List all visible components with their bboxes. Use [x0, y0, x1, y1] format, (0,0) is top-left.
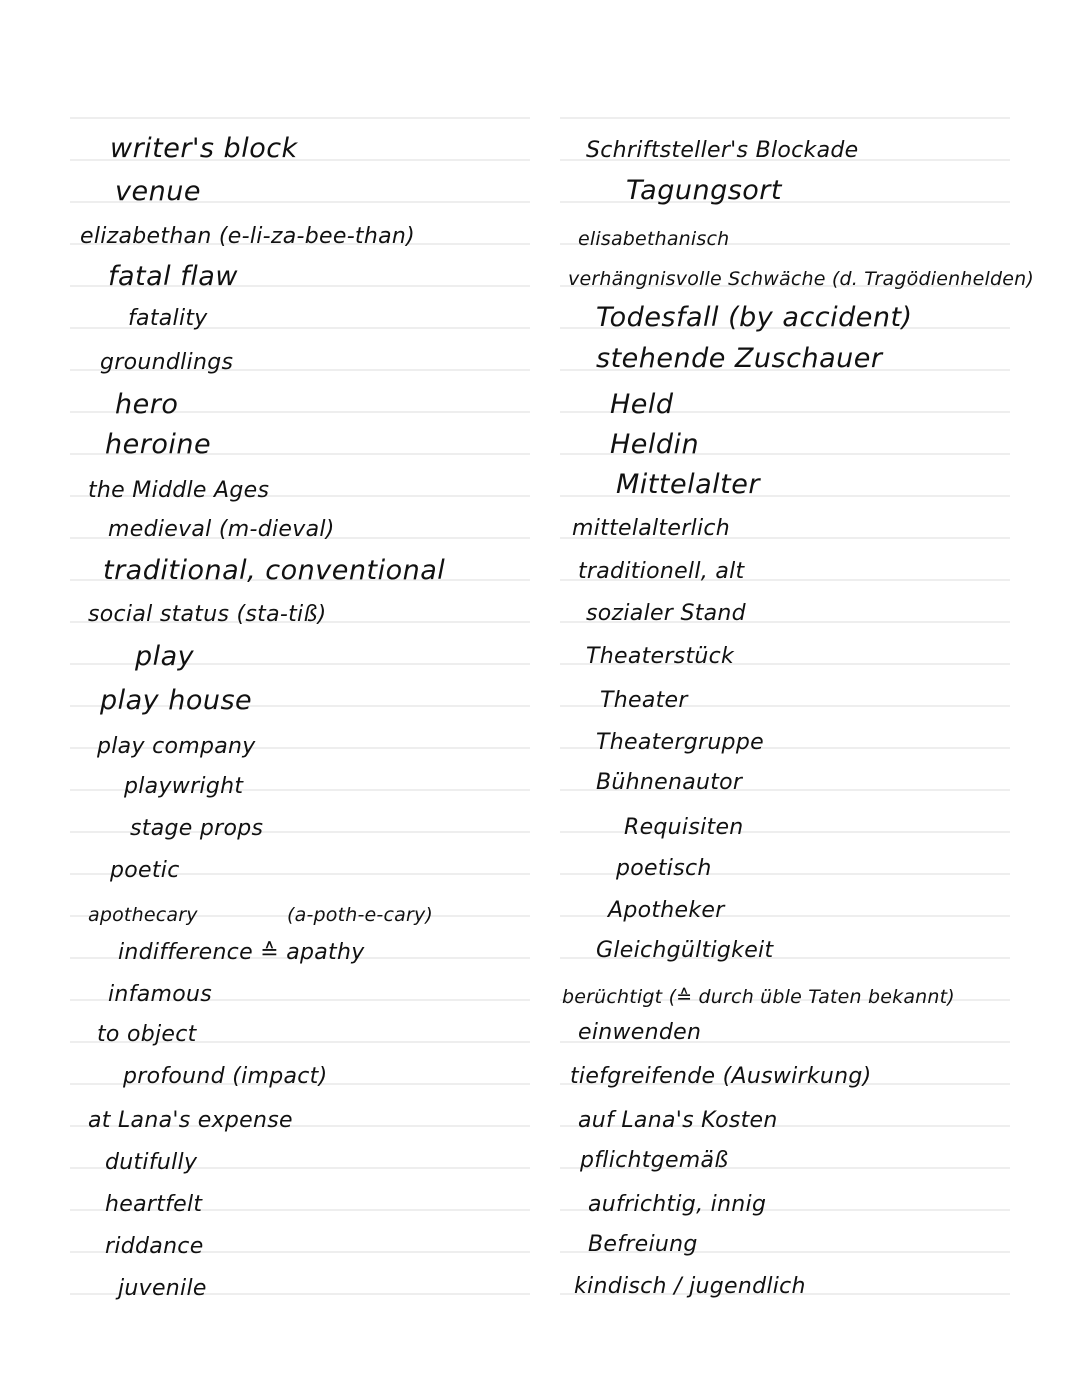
- german-term: Schriftsteller's Blockade: [586, 138, 859, 163]
- english-term: hero: [115, 389, 179, 420]
- german-term: Theater: [600, 688, 688, 713]
- english-term: play company: [97, 734, 256, 759]
- german-term: Apotheker: [608, 898, 725, 923]
- english-term: juvenile: [118, 1276, 207, 1301]
- english-term: heroine: [105, 429, 212, 460]
- english-term: the Middle Ages: [88, 478, 270, 503]
- english-term: heartfelt: [105, 1192, 203, 1217]
- english-term: riddance: [105, 1234, 204, 1259]
- english-term: at Lana's expense: [88, 1108, 293, 1133]
- german-term: Bühnenautor: [596, 770, 743, 795]
- english-term: groundlings: [100, 350, 234, 375]
- english-term: medieval (m-dieval): [108, 517, 335, 542]
- english-term: stage props: [130, 816, 264, 841]
- german-term: Heldin: [610, 429, 700, 460]
- german-term: Tagungsort: [626, 175, 782, 206]
- german-term: Theaterstück: [586, 644, 735, 669]
- german-term: Theatergruppe: [596, 730, 764, 755]
- german-term: Befreiung: [588, 1232, 698, 1257]
- english-term: fatality: [128, 306, 208, 331]
- german-term: einwenden: [578, 1020, 702, 1045]
- english-term: venue: [115, 176, 201, 207]
- english-term: play house: [100, 685, 253, 716]
- english-term: infamous: [108, 982, 212, 1007]
- german-term: sozialer Stand: [586, 601, 746, 626]
- german-term: aufrichtig, innig: [588, 1192, 767, 1217]
- english-term: apothecary: [88, 904, 198, 926]
- english-term: dutifully: [105, 1150, 198, 1175]
- german-term: Requisiten: [624, 815, 744, 840]
- german-term: pflichtgemäß: [580, 1148, 729, 1173]
- english-term: writer's block: [110, 133, 298, 164]
- german-term: Mittelalter: [616, 469, 760, 500]
- english-term: playwright: [124, 774, 244, 799]
- german-term: verhängnisvolle Schwäche (d. Tragödienhelden): [568, 268, 1034, 290]
- german-term: elisabethanisch: [578, 228, 730, 250]
- german-term: Todesfall (by accident): [596, 302, 913, 333]
- english-term: to object: [97, 1022, 197, 1047]
- german-term: Gleichgültigkeit: [596, 938, 774, 963]
- german-term: poetisch: [616, 856, 712, 881]
- english-term: profound (impact): [123, 1064, 328, 1089]
- german-term: tiefgreifende (Auswirkung): [570, 1064, 872, 1089]
- german-term: traditionell, alt: [578, 559, 745, 584]
- english-term: social status (sta-tiß): [88, 602, 327, 627]
- german-term: stehende Zuschauer: [596, 343, 883, 374]
- english-term: poetic: [110, 858, 180, 883]
- english-term: elizabethan (e-li-za-bee-than): [80, 224, 416, 249]
- english-term: traditional, conventional: [103, 555, 446, 586]
- german-term: berüchtigt (≙ durch üble Taten bekannt): [562, 986, 955, 1008]
- english-note: (a-poth-e-cary): [287, 904, 434, 926]
- english-term: indifference ≙ apathy: [118, 940, 365, 965]
- german-term: mittelalterlich: [572, 516, 731, 541]
- english-term: play: [135, 641, 195, 672]
- german-term: kindisch / jugendlich: [574, 1274, 806, 1299]
- german-term: auf Lana's Kosten: [578, 1108, 778, 1133]
- german-term: Held: [610, 389, 674, 420]
- english-term: fatal flaw: [108, 261, 238, 292]
